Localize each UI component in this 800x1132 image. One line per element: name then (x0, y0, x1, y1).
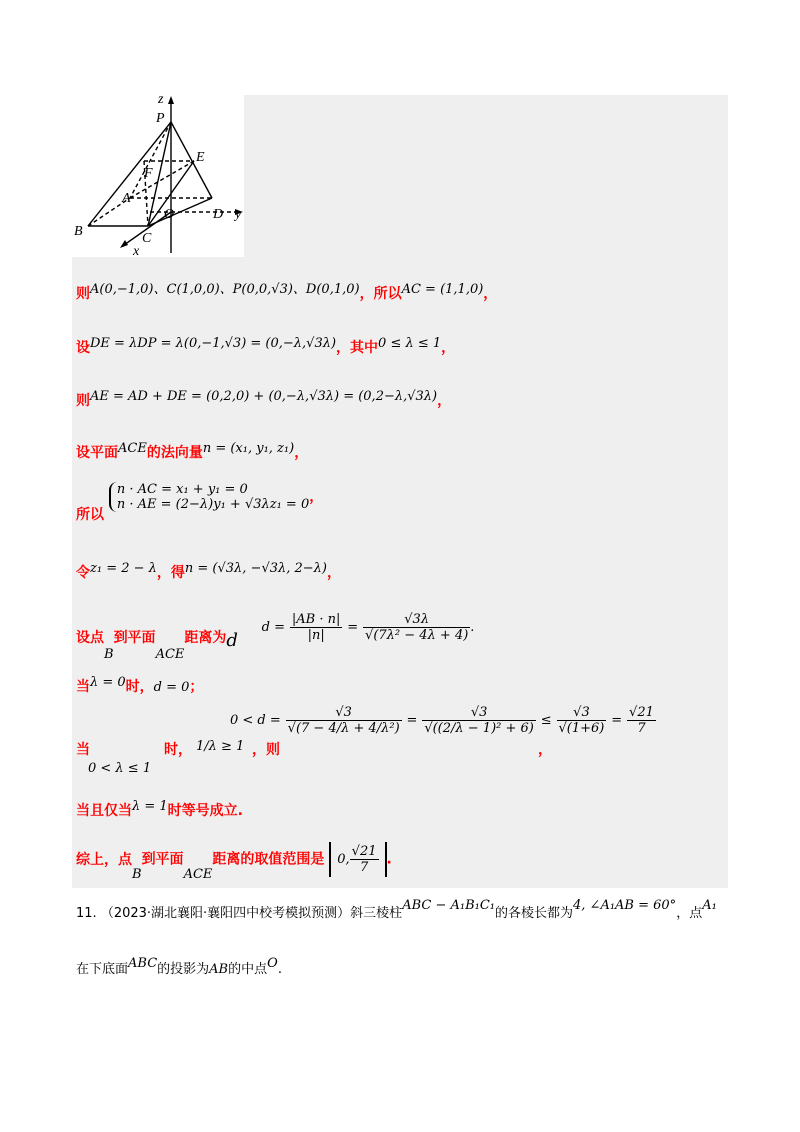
plane-ACE: ACE (183, 866, 213, 882)
coordinates: A(0,−1,0)、C(1,0,0)、P(0,0,√3)、D(0,1,0) (90, 282, 360, 297)
period: . (470, 620, 475, 635)
fraction-3 (557, 705, 607, 736)
lambda-one: λ = 1 (132, 799, 168, 814)
inequality-lhs: 0 < d = (230, 713, 281, 728)
text: ； (189, 679, 204, 695)
text: 时等号成立. (167, 803, 243, 819)
text: 当且仅当 (76, 803, 132, 819)
numerator: √3λ (363, 612, 470, 628)
text: 设点 (76, 629, 104, 646)
result-interval (329, 842, 386, 877)
text: 设 (76, 340, 90, 356)
base-ABC: ABC (128, 956, 158, 971)
label-x: x (133, 244, 140, 257)
text: ，点 (676, 906, 703, 921)
label-D: D (213, 207, 224, 222)
x-axis-arrow (120, 240, 128, 248)
denominator: √((2/λ − 1)² + 6) (424, 721, 534, 736)
edge-PD (171, 122, 212, 198)
solution-line-8 (76, 676, 730, 696)
solution-line-10 (76, 800, 730, 820)
equation-row-2: n · AE = (2−λ)y₁ + √3λz₁ = 0 (116, 497, 310, 512)
text: 的法向量 (146, 445, 203, 461)
text: ，则 (252, 742, 280, 758)
text: 的投影为 (157, 962, 210, 977)
text: ， (437, 393, 452, 409)
point-B: B (132, 866, 142, 882)
text: 在下底面 (76, 962, 129, 977)
label-A: A (122, 191, 131, 206)
vector-DE-expression: DE = λDP = λ(0,−1,√3) = (0,−λ,√3λ) (90, 336, 337, 351)
reciprocal-lambda: 1/λ ≥ 1 (196, 739, 245, 754)
denominator: |n| (307, 628, 325, 643)
text: ， (309, 489, 324, 505)
fraction-4 (627, 705, 656, 736)
problem-11-line-1 (76, 898, 734, 921)
label-C: C (142, 231, 152, 246)
text: 到平面 (141, 851, 184, 868)
pyramid-figure (72, 95, 244, 257)
denominator: 7 (359, 860, 369, 875)
text: ， (538, 742, 552, 758)
text: 所以 (76, 507, 104, 523)
pyramid-diagram (72, 95, 244, 257)
d-zero: d = 0 (153, 680, 190, 695)
numerator: √21 (351, 844, 377, 859)
period: . (277, 962, 282, 977)
solution-line-1 (76, 283, 730, 303)
text: ， (294, 445, 309, 461)
denominator: 7 (637, 721, 646, 736)
equation-system (109, 482, 309, 512)
fraction-2 (422, 705, 536, 736)
edge-condition: 4, ∠A₁AB = 60° (573, 898, 677, 913)
equation-row-1: n · AC = x₁ + y₁ = 0 (116, 482, 248, 497)
text: 距离的取值范围是 (212, 851, 325, 868)
text: 的各棱长都为 (495, 906, 574, 921)
numerator: √21 (629, 705, 654, 720)
vector-AE-expression: AE = AD + DE = (0,2,0) + (0,−λ,√3λ) = (0,2−λ,√3λ) (90, 389, 438, 404)
z1-assignment: z₁ = 2 − λ (90, 561, 157, 576)
label-F: F (144, 166, 153, 181)
less-equal: ≤ (540, 713, 552, 728)
numerator: √3 (422, 705, 536, 721)
numerator: √3 (286, 705, 402, 721)
text: ， (326, 565, 341, 581)
text: ， (441, 340, 456, 356)
vector-AC: AC = (1,1,0) (401, 282, 484, 297)
fraction-1 (286, 705, 402, 736)
problem-11-line-2 (76, 958, 734, 977)
text: 综上，点 (76, 851, 132, 868)
midpoint-O: O (267, 956, 278, 971)
equals: = (611, 713, 623, 728)
solution-line-3 (76, 390, 730, 410)
equals: = (347, 620, 359, 635)
solution-line-4 (76, 442, 730, 462)
text: 的中点 (228, 962, 268, 977)
plane-ACE: ACE (118, 441, 147, 456)
lambda-range: 0 ≤ λ ≤ 1 (378, 336, 442, 351)
plane-ACE: ACE (155, 646, 185, 662)
text: 则 (76, 286, 90, 302)
label-P: P (156, 111, 165, 126)
text: 当 (76, 742, 90, 758)
solution-line-2 (76, 337, 730, 357)
label-E: E (196, 150, 205, 165)
label-O: O (164, 207, 175, 222)
normal-vector: n = (x₁, y₁, z₁) (202, 441, 295, 456)
text: ，得 (156, 565, 185, 581)
text: 当 (76, 679, 90, 695)
solution-line-11 (76, 842, 730, 882)
text: 则 (76, 393, 90, 409)
label-y: y (235, 207, 242, 222)
problem-number: 11. (76, 906, 97, 921)
text: 到平面 (113, 629, 156, 646)
label-z: z (158, 95, 164, 107)
label-B: B (74, 224, 83, 239)
text: ， (483, 286, 498, 302)
point-A1: A₁ (702, 898, 717, 913)
segment-AB: AB (209, 962, 229, 977)
numerator: √3 (557, 705, 607, 721)
distance-fraction-2 (363, 612, 470, 643)
z-axis-arrow (168, 96, 174, 104)
inequality-chain (230, 705, 656, 736)
problem-source: （2023·湖北襄阳·襄阳四中校考模拟预测）斜三棱柱 (100, 906, 403, 921)
denominator: √(1+6) (558, 721, 605, 736)
distance-lhs: d = (261, 620, 286, 635)
interval-upper (350, 844, 379, 875)
denominator: √(7λ² − 4λ + 4) (365, 628, 469, 643)
solution-line-6 (76, 562, 730, 582)
lambda-range: 0 < λ ≤ 1 (88, 761, 152, 776)
text: 令 (76, 565, 90, 581)
text: 时， (125, 679, 154, 695)
text: 时， (164, 742, 192, 758)
period: . (386, 851, 392, 868)
text: ，其中 (336, 340, 379, 356)
prism-name: ABC − A₁B₁C₁ (402, 898, 495, 913)
distance-d: d (226, 629, 238, 651)
denominator: √(7 − 4/λ + 4/λ²) (287, 721, 400, 736)
text: 距离为 (184, 629, 227, 646)
numerator: |AB · n| (291, 612, 341, 627)
solution-line-5 (76, 482, 730, 523)
solution-line-7 (76, 612, 730, 662)
point-B: B (104, 646, 114, 662)
equals: = (406, 713, 418, 728)
lambda-zero: λ = 0 (90, 675, 126, 690)
text: ，所以 (359, 286, 402, 302)
normal-vector-result: n = (√3λ, −√3λ, 2−λ) (184, 561, 327, 576)
interval-lower: 0, (337, 852, 350, 867)
text: 设平面 (76, 445, 118, 461)
distance-fraction-1 (290, 612, 342, 643)
